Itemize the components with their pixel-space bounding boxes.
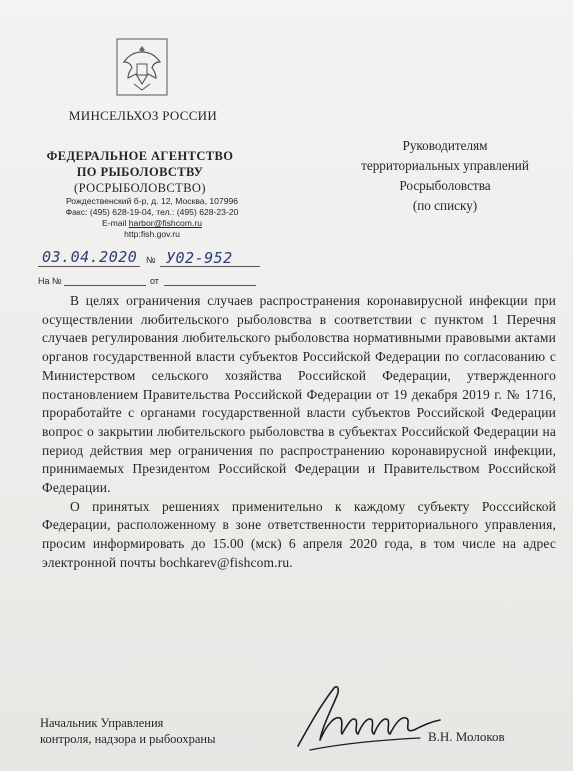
agency-name (40, 148, 240, 196)
reference-from-label: от (150, 276, 159, 286)
agency-line-2: ПО РЫБОЛОВСТВУ (76, 165, 204, 179)
recipient-block (333, 136, 557, 216)
website-link[interactable]: http:fish.gov.ru (124, 229, 180, 239)
email-link[interactable]: harbor@fishcom.ru (128, 218, 202, 228)
phone-fax: Факс: (495) 628-19-04, тел.: (495) 628-23-20 (65, 207, 239, 217)
date-underline (38, 266, 140, 267)
signatory-title-line-2: контроля, надзора и рыбоохраны (40, 731, 216, 746)
agency-line-1: ФЕДЕРАЛЬНОЕ АГЕНТСТВО (46, 149, 234, 163)
document-number: У02-952 (166, 249, 233, 267)
agency-abbreviation: (РОСРЫБОЛОВСТВО) (74, 181, 206, 195)
handwritten-signature (290, 676, 450, 756)
coat-of-arms-icon (116, 38, 168, 96)
number-label: № (146, 255, 156, 265)
reference-from-underline (164, 285, 256, 286)
email-prefix: E-mail (102, 218, 127, 228)
reference-label: На № (38, 276, 62, 286)
signer-name: В.Н. Молоков (428, 729, 505, 744)
body-paragraph-2: О принятых решениях применительно к каждому субъекту Россcийской Федерации, расположенному в зоне ответственности территориального управления, просим информировать до 15.00 (мск) 6 апреля 2020 года, в том числе на адрес электронной почты bochkarev@fishcom.ru. (42, 498, 556, 570)
document-date: 03.04.2020 (42, 248, 138, 266)
reference-underline (64, 285, 146, 286)
signatory-title (40, 716, 270, 747)
recipient-line-4: (по списку) (412, 198, 478, 213)
recipient-line-3: Росрыболовства (399, 178, 491, 193)
postal-address: Рождественский б-р, д. 12, Москва, 107996 (65, 196, 239, 206)
email-line (52, 218, 252, 229)
agency-contacts (52, 196, 252, 240)
signatory-title-line-1: Начальник Управления (40, 716, 164, 730)
recipient-line-2: территориальных управлений (361, 158, 529, 173)
letter-body (42, 292, 556, 573)
body-paragraph-1: В целях ограничения случаев распространения коронавирусной инфекции при осуществлении любительского рыболовства в соответствии с пунктом 1 Перечня случаев регулирования любительского рыболовства нормативными правовыми актами органов государственной власти субъектов Российской Федерации по согласованию с Министерством сельского хозяйства Российской Федерации, утвержденного постановлением Правительства Российской Федерации от 19 декабря 2019 г. № 1716, проработайте с органами государственной власти субъектов Российской Федерации вопрос о закрытии любительского рыболовства в субъектах Российской Федерации на период действия мер ограничения по распространению коронавирусной инфекции, принимаемых Президентом Российской Федерации и Правительством Российской Федерации. (42, 293, 556, 496)
recipient-line-1: Руководителям (402, 138, 488, 153)
ministry-name: МИНСЕЛЬХОЗ РОССИИ (68, 108, 218, 123)
